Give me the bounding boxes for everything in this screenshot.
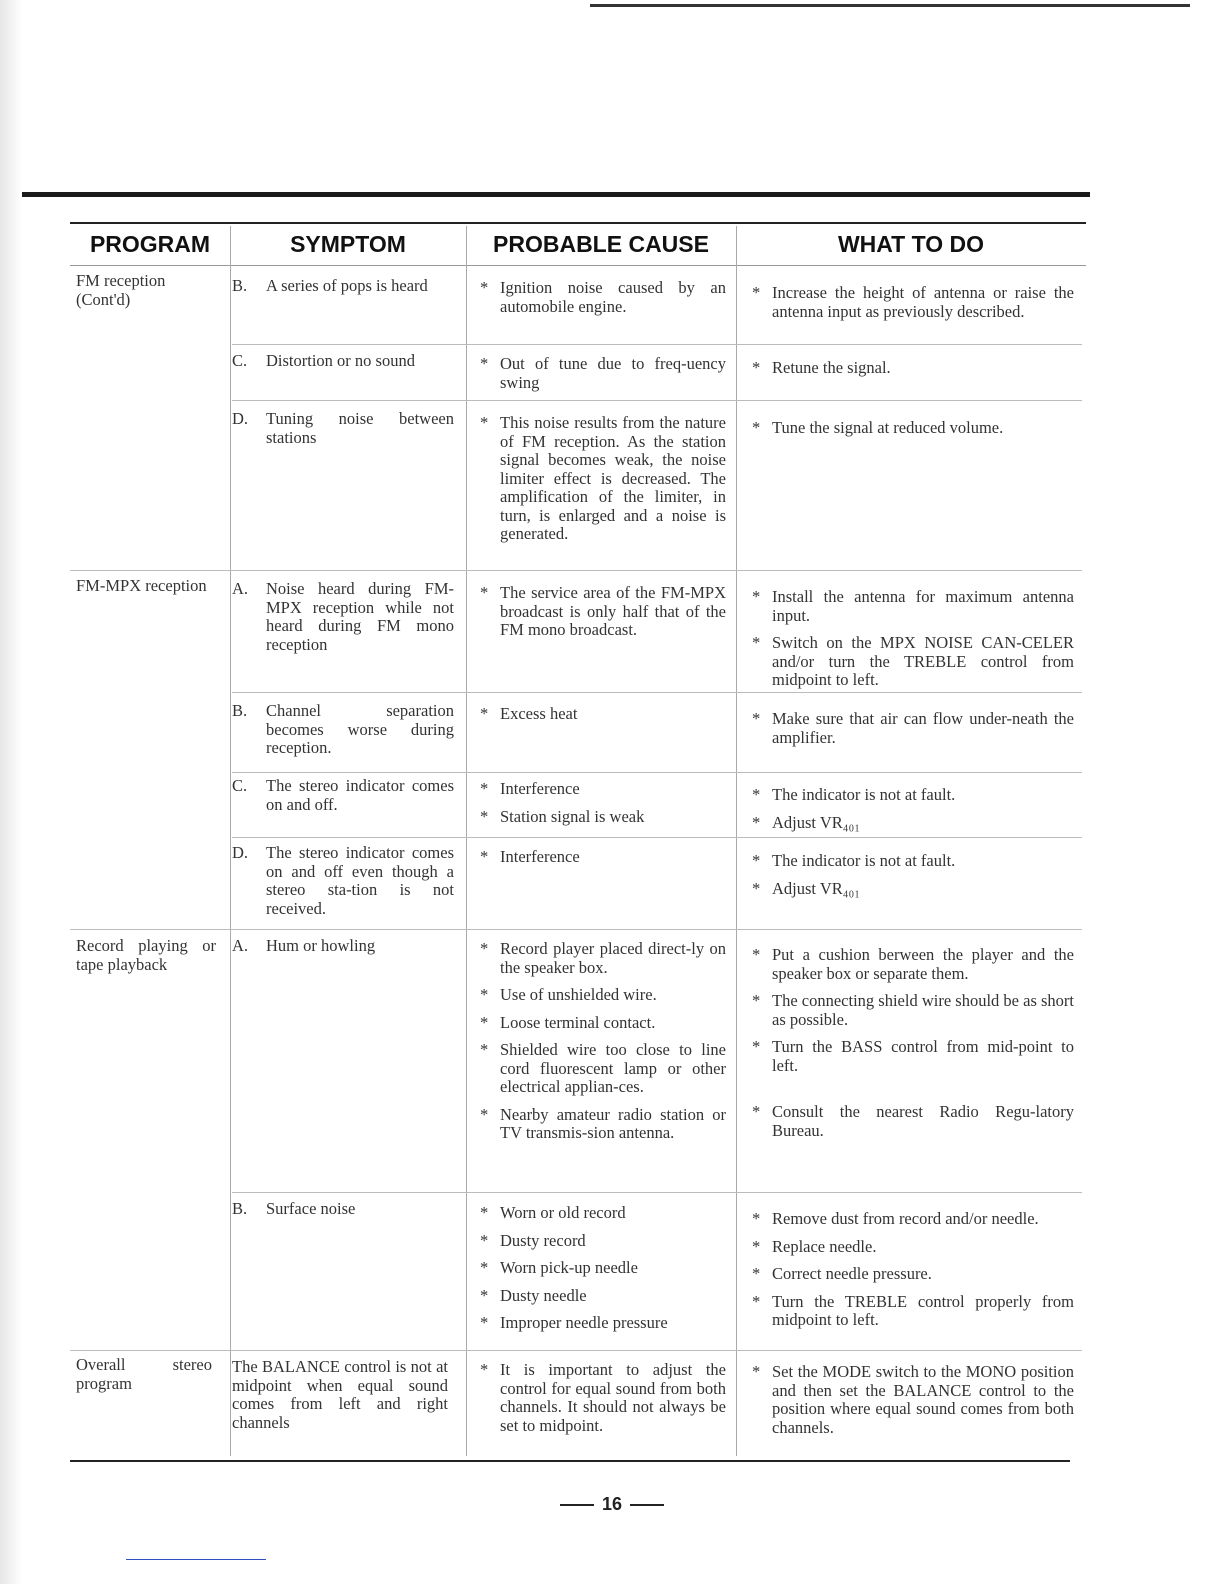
header-bottom-rule: [70, 265, 1086, 266]
program-label: FM-MPX reception: [76, 576, 207, 595]
symptom-cell: [232, 277, 454, 296]
symptom-text: The BALANCE control is not at midpoint when equal sound comes from left and right channels: [232, 1357, 448, 1432]
bullet-star-icon: *: [480, 1203, 489, 1222]
cause-item: * Record player placed direct-ly on the speaker box.: [480, 939, 726, 977]
symptom-cell: [232, 777, 454, 814]
symptom-text: The stereo indicator comes on and off even though a stereo sta-tion is not received.: [266, 843, 454, 918]
program-label: Record playing or tape playback: [76, 936, 216, 974]
bullet-star-icon: *: [480, 413, 489, 432]
cause-item: * It is important to adjust the control for equal sound from both channels. It should not always be set to midpoint.: [480, 1360, 726, 1435]
symptom-cell: [232, 1200, 454, 1219]
symptom-letter: D.: [232, 843, 249, 862]
symptom-text: The stereo indicator comes on and off.: [266, 776, 454, 814]
bullet-star-icon: *: [480, 704, 489, 723]
todo-item: * Remove dust from record and/or needle.: [752, 1209, 1039, 1228]
column-divider-3: [736, 226, 737, 1456]
page-dash-left: [560, 1504, 594, 1506]
bullet-star-icon: *: [752, 1362, 761, 1381]
todo-cell: [752, 946, 1074, 1149]
page-dash-right: [630, 1504, 664, 1506]
bullet-star-icon: *: [752, 1264, 761, 1283]
symptom-letter: B.: [232, 701, 248, 720]
cause-item: * Station signal is weak: [480, 806, 645, 826]
symptom-cell: [232, 410, 454, 447]
cause-cell: [480, 705, 726, 733]
scan-edge-shadow: [0, 0, 22, 1584]
bullet-star-icon: *: [480, 1285, 489, 1305]
todo-cell: [752, 1210, 1074, 1339]
bullet-star-icon: *: [480, 1230, 489, 1250]
cause-cell: [480, 848, 726, 876]
bullet-star-icon: *: [480, 583, 489, 602]
cause-item: * Out of tune due to freq-uency swing: [480, 354, 726, 392]
bullet-star-icon: *: [752, 633, 761, 652]
todo-item: * Put a cushion berween the player and the speaker box or separate them.: [752, 945, 1074, 983]
bullet-star-icon: *: [752, 709, 761, 728]
cause-item: * Dusty needle: [480, 1285, 587, 1305]
bullet-star-icon: *: [752, 785, 761, 804]
header-program: PROGRAM: [89, 230, 211, 257]
todo-item: * The indicator is not at fault.: [752, 785, 956, 804]
todo-item: * Replace needle.: [752, 1236, 877, 1256]
cause-item: * Loose terminal contact.: [480, 1012, 656, 1032]
top-edge-line: [590, 4, 1190, 7]
todo-item: * Adjust VR₄₀₁: [752, 812, 861, 832]
todo-item: * Turn the BASS control from mid-point to left.: [752, 1037, 1074, 1075]
symptom-letter: B.: [232, 276, 248, 295]
symptom-text: Hum or howling: [266, 936, 376, 955]
bullet-star-icon: *: [480, 985, 489, 1004]
todo-item: * Install the antenna for maximum antenna input.: [752, 587, 1074, 625]
todo-item: * Switch on the MPX NOISE CAN-CELER and/or turn the TREBLE control from midpoint to left.: [752, 633, 1074, 689]
symptom-letter: B.: [232, 1199, 248, 1218]
bullet-star-icon: *: [752, 1209, 761, 1228]
bullet-star-icon: *: [752, 1291, 761, 1311]
cause-item: * Use of unshielded wire.: [480, 985, 657, 1004]
page-number-text: 16: [601, 1494, 623, 1514]
todo-item: * The indicator is not at fault.: [752, 851, 956, 870]
todo-item: * Increase the height of antenna or raise the antenna input as previously described.: [752, 283, 1074, 321]
symptom-letter: A.: [232, 579, 249, 598]
symptom-letter: A.: [232, 936, 249, 955]
symptom-letter: C.: [232, 776, 248, 795]
symptom-cell: [232, 352, 454, 371]
cause-item: * Ignition noise caused by an automobile engine.: [480, 278, 726, 316]
bullet-star-icon: *: [752, 1037, 761, 1056]
cause-cell: [480, 279, 726, 325]
bullet-star-icon: *: [752, 812, 761, 832]
bullet-star-icon: *: [480, 354, 489, 373]
bullet-star-icon: *: [752, 991, 761, 1010]
cause-item: * Improper needle pressure: [480, 1313, 668, 1332]
bullet-star-icon: *: [752, 1236, 761, 1256]
cause-item: * This noise results from the nature of FM reception. As the station signal becomes weak, the noise limiter effect is decreased. The amplification of the limiter, in turn, is enlarged and a noise is generated.: [480, 413, 726, 543]
bottom-edge-line: [126, 1559, 266, 1560]
cause-item: * Worn pick-up needle: [480, 1258, 638, 1277]
cause-item: * Excess heat: [480, 704, 578, 723]
row-divider: [232, 400, 1082, 401]
cause-item: * The service area of the FM-MPX broadcast is only half that of the FM mono broadcast.: [480, 583, 726, 639]
symptom-text: Distortion or no sound: [266, 351, 415, 370]
cause-item: * Dusty record: [480, 1230, 586, 1250]
cause-cell: [480, 780, 726, 835]
symptom-cell: [232, 580, 454, 654]
program-label: Overall stereo program: [76, 1355, 212, 1393]
todo-cell: [752, 852, 1074, 907]
symptom-cell: [232, 937, 454, 956]
symptom-cell: [232, 844, 454, 918]
cause-item: * Interference: [480, 847, 580, 866]
row-divider: [70, 570, 1082, 571]
todo-cell: [752, 710, 1074, 756]
bullet-star-icon: *: [480, 1040, 489, 1059]
bullet-star-icon: *: [480, 1313, 489, 1332]
todo-cell: [752, 588, 1074, 699]
symptom-text: Channel separation becomes worse during reception.: [266, 701, 454, 757]
bullet-star-icon: *: [752, 851, 761, 870]
header-rule: [22, 192, 1090, 197]
header-what-to-do: WHAT TO DO: [837, 230, 985, 257]
program-label: FM reception (Cont'd): [76, 271, 166, 309]
symptom-text: Surface noise: [266, 1199, 356, 1218]
bullet-star-icon: *: [480, 1012, 489, 1032]
bullet-star-icon: *: [480, 1104, 489, 1124]
row-divider: [232, 837, 1082, 838]
bullet-star-icon: *: [752, 945, 761, 964]
bullet-star-icon: *: [480, 1360, 489, 1379]
cause-cell: [480, 940, 726, 1152]
row-divider: [232, 772, 1082, 773]
column-divider-1: [230, 226, 231, 1456]
row-divider: [70, 929, 1082, 930]
todo-cell: [752, 284, 1074, 330]
todo-cell: [752, 359, 1074, 387]
todo-cell: [752, 419, 1074, 447]
cause-item: * Worn or old record: [480, 1203, 626, 1222]
bullet-star-icon: *: [752, 878, 761, 898]
cause-cell: [480, 355, 726, 401]
todo-item: * Set the MODE switch to the MONO position and then set the BALANCE control to the position where equal sound comes from both channels.: [752, 1362, 1074, 1437]
symptom-letter: D.: [232, 409, 249, 428]
page-number: [0, 1494, 1224, 1515]
symptom-letter: C.: [232, 351, 248, 370]
row-divider: [70, 1350, 1082, 1351]
todo-item: * Turn the TREBLE control properly from midpoint to left.: [752, 1291, 1074, 1329]
todo-item: * Adjust VR₄₀₁: [752, 878, 861, 898]
cause-cell: [480, 414, 726, 553]
symptom-text: A series of pops is heard: [266, 276, 428, 295]
row-divider: [232, 344, 1082, 345]
row-divider: [232, 692, 1082, 693]
todo-item: * The connecting shield wire should be as short as possible.: [752, 991, 1074, 1029]
bullet-star-icon: *: [480, 806, 489, 826]
bullet-star-icon: *: [752, 283, 761, 302]
header-cause: PROBABLE CAUSE: [493, 230, 709, 257]
bullet-star-icon: *: [752, 418, 761, 437]
todo-item: * Tune the signal at reduced volume.: [752, 418, 1004, 437]
bullet-star-icon: *: [480, 1258, 489, 1277]
todo-cell: [752, 1363, 1074, 1446]
todo-item: * Make sure that air can flow under-neath the amplifier.: [752, 709, 1074, 747]
symptom-cell: [232, 702, 454, 758]
bullet-star-icon: *: [480, 847, 489, 866]
header-symptom: SYMPTOM: [290, 230, 406, 257]
bullet-star-icon: *: [752, 587, 761, 606]
column-divider-2: [466, 226, 467, 1456]
row-divider: [232, 1192, 1082, 1193]
todo-item: * Consult the nearest Radio Regu-latory Bureau.: [752, 1102, 1074, 1140]
table-bottom-rule: [70, 1460, 1070, 1462]
bullet-star-icon: *: [480, 278, 489, 297]
cause-item: * Shielded wire too close to line cord fluorescent lamp or other electrical applian-ces.: [480, 1040, 726, 1096]
bullet-star-icon: *: [752, 358, 761, 377]
cause-cell: [480, 1361, 726, 1444]
bullet-star-icon: *: [480, 779, 489, 798]
cause-cell: [480, 584, 726, 649]
cause-cell: [480, 1204, 726, 1342]
todo-item: * Retune the signal.: [752, 358, 891, 377]
todo-cell: [752, 786, 1074, 841]
cause-item: * Interference: [480, 779, 580, 798]
symptom-text: Tuning noise between stations: [266, 409, 454, 447]
symptom-text: Noise heard during FM-MPX reception while not heard during FM mono reception: [266, 579, 454, 654]
todo-item: * Correct needle pressure.: [752, 1264, 932, 1283]
cause-item: * Nearby amateur radio station or TV transmis-sion antenna.: [480, 1104, 726, 1142]
bullet-star-icon: *: [752, 1102, 761, 1121]
bullet-star-icon: *: [480, 939, 489, 958]
